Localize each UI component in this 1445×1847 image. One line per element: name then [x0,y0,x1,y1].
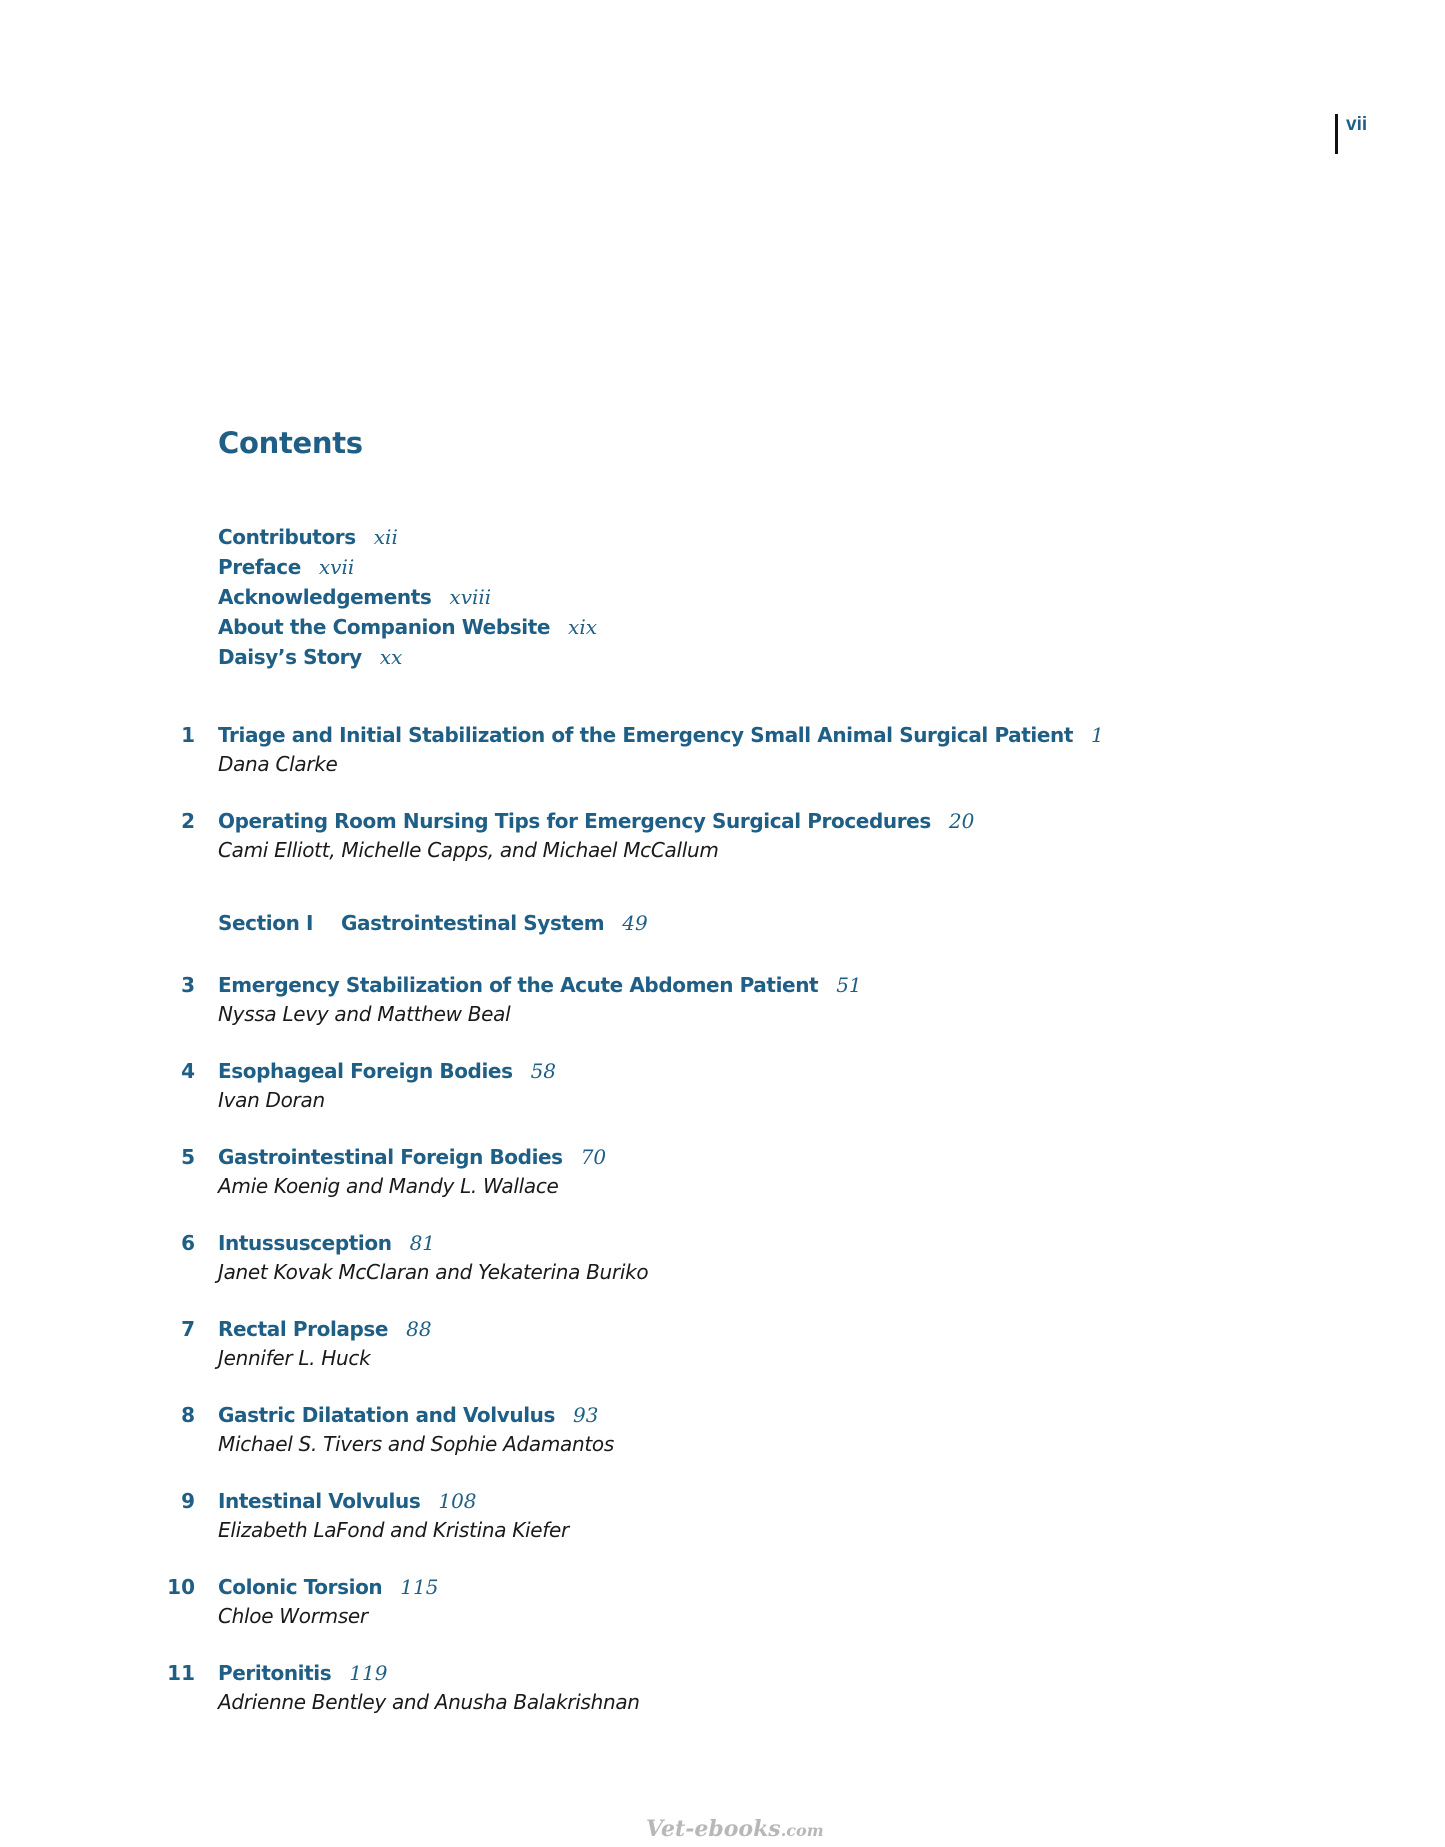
front-matter-item[interactable] [218,612,597,642]
chapter-authors: Janet Kovak McClaran and Yekaterina Buriko [218,1260,649,1284]
chapter-entry[interactable] [0,970,1445,1034]
section-number: Section I [218,911,314,935]
chapter-title[interactable]: Intussusception [218,1231,392,1255]
chapter-entry[interactable] [0,720,1445,784]
chapter-title[interactable]: Colonic Torsion [218,1575,383,1599]
front-matter-title[interactable]: Daisy’s Story [218,645,362,669]
chapter-page: 1 [1091,723,1104,747]
chapter-page: 115 [400,1575,439,1599]
chapter-page: 108 [438,1489,477,1513]
chapter-authors: Elizabeth LaFond and Kristina Kiefer [218,1518,569,1542]
chapter-page: 88 [406,1317,432,1341]
chapter-entry[interactable] [0,1572,1445,1636]
watermark-domain: .com [780,1821,824,1840]
front-matter-title[interactable]: About the Companion Website [218,615,551,639]
chapter-entry[interactable] [0,1658,1445,1722]
watermark-logo [646,1816,824,1842]
front-matter-page: xii [373,525,398,549]
chapter-number: 8 [181,1403,195,1427]
front-matter-item[interactable] [218,552,597,582]
chapter-title[interactable]: Rectal Prolapse [218,1317,389,1341]
chapter-number: 9 [181,1489,195,1513]
chapter-authors: Ivan Doran [218,1088,325,1112]
front-matter-page: xx [379,645,403,669]
chapter-number: 4 [181,1059,195,1083]
front-matter-item[interactable] [218,642,597,672]
chapter-number: 7 [181,1317,195,1341]
chapter-title[interactable]: Emergency Stabilization of the Acute Abdomen Patient [218,973,819,997]
chapter-page: 119 [349,1661,388,1685]
front-matter-title[interactable]: Acknowledgements [218,585,432,609]
chapter-title[interactable]: Intestinal Volvulus [218,1489,421,1513]
chapter-page: 51 [836,973,862,997]
chapter-entry[interactable] [0,1056,1445,1120]
chapter-authors: Nyssa Levy and Matthew Beal [218,1002,511,1026]
front-matter-list [218,522,597,672]
chapter-authors: Amie Koenig and Mandy L. Wallace [218,1174,559,1198]
front-matter-item[interactable] [218,522,597,552]
chapter-entry[interactable] [0,1314,1445,1378]
chapter-page: 20 [948,809,975,833]
chapter-page: 81 [409,1231,436,1255]
chapter-title[interactable]: Triage and Initial Stabilization of the Emergency Small Animal Surgical Patient [218,723,1074,747]
chapter-entry[interactable] [0,806,1445,870]
chapter-number: 11 [167,1661,195,1685]
section-page: 49 [622,911,648,935]
chapter-number: 6 [181,1231,195,1255]
chapter-entry[interactable] [0,1486,1445,1550]
chapter-authors: Dana Clarke [218,752,338,776]
chapter-entry[interactable] [0,1400,1445,1464]
chapter-number: 2 [181,809,195,833]
chapter-number: 10 [167,1575,195,1599]
contents-heading: Contents [218,426,363,460]
chapter-title[interactable]: Peritonitis [218,1661,332,1685]
chapter-page: 70 [580,1145,607,1169]
watermark-text: Vet-ebooks [646,1816,781,1842]
front-matter-page: xvii [318,555,355,579]
chapter-authors: Michael S. Tivers and Sophie Adamantos [218,1432,614,1456]
front-matter-page: xix [568,615,598,639]
chapter-entry[interactable] [0,1142,1445,1206]
chapter-entry[interactable] [0,1228,1445,1292]
front-matter-item[interactable] [218,582,597,612]
chapter-authors: Adrienne Bentley and Anusha Balakrishnan [218,1690,640,1714]
chapter-authors: Chloe Wormser [218,1604,368,1628]
section-title[interactable]: Gastrointestinal System [341,911,605,935]
page-folio: vii [1346,114,1368,135]
chapter-number: 5 [181,1145,195,1169]
chapter-number: 3 [181,973,195,997]
chapter-title[interactable]: Esophageal Foreign Bodies [218,1059,513,1083]
folio-rule [1335,114,1338,154]
chapter-title[interactable]: Gastric Dilatation and Volvulus [218,1403,556,1427]
chapter-title[interactable]: Operating Room Nursing Tips for Emergency Surgical Procedures [218,809,931,833]
chapter-authors: Cami Elliott, Michelle Capps, and Michael McCallum [218,838,719,862]
section-entry[interactable] [218,908,648,941]
chapter-title[interactable]: Gastrointestinal Foreign Bodies [218,1145,563,1169]
chapter-number: 1 [181,723,195,747]
chapter-page: 58 [530,1059,557,1083]
front-matter-page: xviii [449,585,492,609]
front-matter-title[interactable]: Preface [218,555,301,579]
front-matter-title[interactable]: Contributors [218,525,356,549]
chapter-page: 93 [573,1403,599,1427]
chapter-authors: Jennifer L. Huck [218,1346,371,1370]
